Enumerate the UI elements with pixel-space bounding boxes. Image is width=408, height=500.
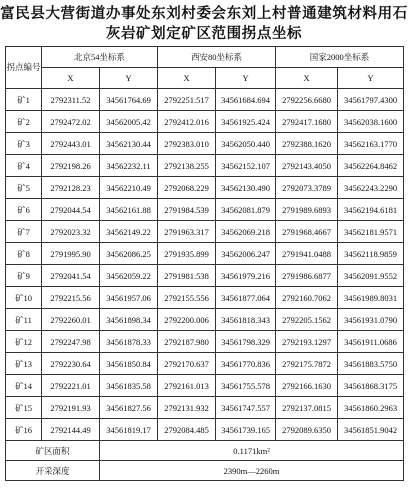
coord-cgcs2000-y: 34562118.9859 [338,243,404,265]
coord-bj54-x: 2792191.93 [42,397,100,419]
coord-cgcs2000-y: 34561851.9042 [338,419,404,441]
coord-cgcs2000-x: 2792073.3789 [276,177,338,199]
coord-xa80-y: 34562006.247 [216,243,276,265]
depth-value: 2390m—2260m [100,461,404,481]
coord-bj54-x: 2792221.01 [42,375,100,397]
coord-bj54-y: 34562161.88 [100,199,158,221]
coord-bj54-y: 34562059.22 [100,265,158,287]
coord-xa80-x: 2792187.980 [158,331,216,353]
title-line-1: 富民县大营街道办事处东刘村委会东刘上村普通建筑材料用石 [0,5,408,22]
coord-cgcs2000-x: 2792388.1620 [276,133,338,155]
coord-cgcs2000-x: 2792175.7872 [276,353,338,375]
coord-xa80-y: 34561747.557 [216,397,276,419]
coord-cgcs2000-y: 34562264.8462 [338,155,404,177]
coord-bj54-x: 2792311.52 [42,89,100,111]
header-y: Y [100,68,158,89]
point-id: 矿7 [6,221,42,243]
header-row-systems [6,47,404,68]
coord-bj54-y: 34561850.84 [100,353,158,375]
coord-xa80-y: 34562081.879 [216,199,276,221]
coord-xa80-y: 34561798.329 [216,331,276,353]
coord-cgcs2000-y: 34561989.8031 [338,287,404,309]
table-row [6,397,404,419]
coord-xa80-y: 34561770.836 [216,353,276,375]
coord-bj54-x: 2792472.02 [42,111,100,133]
coord-bj54-y: 34561878.33 [100,331,158,353]
table-row [6,287,404,309]
coord-cgcs2000-x: 2792205.1562 [276,309,338,331]
coord-xa80-y: 34561877.064 [216,287,276,309]
point-id: 矿16 [6,419,42,441]
table-row [6,89,404,111]
table-row [6,133,404,155]
coord-xa80-x: 2792068.229 [158,177,216,199]
coord-cgcs2000-y: 34561931.0790 [338,309,404,331]
table-row [6,265,404,287]
point-id: 矿6 [6,199,42,221]
point-id: 矿5 [6,177,42,199]
document-title [0,4,408,44]
coord-cgcs2000-y: 34561868.3175 [338,375,404,397]
coord-cgcs2000-y: 34561860.2963 [338,397,404,419]
table-row [6,155,404,177]
coord-bj54-y: 34562232.11 [100,155,158,177]
coord-bj54-y: 34562086.25 [100,243,158,265]
header-x: X [276,68,338,89]
table-row [6,243,404,265]
coord-cgcs2000-x: 2792143.4050 [276,155,338,177]
coord-cgcs2000-y: 34561911.0686 [338,331,404,353]
coord-xa80-y: 34561684.694 [216,89,276,111]
coord-cgcs2000-y: 34562243.2290 [338,177,404,199]
coord-xa80-y: 34561818.343 [216,309,276,331]
area-value: 0.1171km² [100,441,404,461]
coord-xa80-y: 34561979.216 [216,265,276,287]
coord-bj54-x: 2792443.01 [42,133,100,155]
coord-xa80-x: 2792251.517 [158,89,216,111]
point-id: 矿3 [6,133,42,155]
coord-cgcs2000-x: 2792160.7062 [276,287,338,309]
coord-xa80-y: 34562130.490 [216,177,276,199]
point-id: 矿4 [6,155,42,177]
coord-xa80-x: 2791981.538 [158,265,216,287]
coord-xa80-x: 2791963.317 [158,221,216,243]
coord-bj54-x: 2792215.56 [42,287,100,309]
point-id: 矿2 [6,111,42,133]
table-row [6,199,404,221]
coord-bj54-x: 2792041.54 [42,265,100,287]
coord-cgcs2000-y: 34562194.6181 [338,199,404,221]
coord-xa80-y: 34562069.218 [216,221,276,243]
coord-cgcs2000-x: 2791941.0488 [276,243,338,265]
table-row [6,309,404,331]
table-row [6,177,404,199]
coordinate-table [5,46,404,481]
coord-cgcs2000-y: 34561797.4300 [338,89,404,111]
coord-cgcs2000-y: 34562181.9571 [338,221,404,243]
table-row [6,375,404,397]
coord-xa80-y: 34561925.424 [216,111,276,133]
coord-xa80-x: 2792412.016 [158,111,216,133]
coord-xa80-x: 2791984.539 [158,199,216,221]
table-row [6,221,404,243]
header-y: Y [216,68,276,89]
coord-cgcs2000-x: 2792166.1630 [276,375,338,397]
point-id: 矿10 [6,287,42,309]
corner-header: 拐点编号 [6,47,42,89]
point-id: 矿15 [6,397,42,419]
coord-bj54-y: 34561898.34 [100,309,158,331]
header-beijing54: 北京54坐标系 [42,47,158,68]
title-line-2: 灰岩矿划定矿区范围拐点坐标 [105,25,303,42]
coord-bj54-y: 34561764.69 [100,89,158,111]
coord-xa80-x: 2792084.485 [158,419,216,441]
header-row-axes [6,68,404,89]
header-x: X [158,68,216,89]
coord-cgcs2000-y: 34562091.9552 [338,265,404,287]
table-row [6,331,404,353]
coord-bj54-y: 34562005.42 [100,111,158,133]
coord-cgcs2000-y: 34561883.5750 [338,353,404,375]
coord-bj54-x: 2791995.90 [42,243,100,265]
coord-bj54-x: 2792260.01 [42,309,100,331]
coord-cgcs2000-x: 2791968.4667 [276,221,338,243]
header-x: X [42,68,100,89]
coord-cgcs2000-x: 2792137.0815 [276,397,338,419]
coord-xa80-y: 34561755.578 [216,375,276,397]
area-row [6,441,404,461]
coord-bj54-y: 34561819.17 [100,419,158,441]
point-id: 矿13 [6,353,42,375]
coord-bj54-x: 2792023.32 [42,221,100,243]
coord-bj54-y: 34561827.56 [100,397,158,419]
coord-bj54-y: 34562149.22 [100,221,158,243]
coord-bj54-x: 2792247.98 [42,331,100,353]
table-row [6,419,404,441]
table-row [6,353,404,375]
point-id: 矿14 [6,375,42,397]
depth-row [6,461,404,481]
coord-xa80-x: 2791935.899 [158,243,216,265]
coord-xa80-y: 34562050.440 [216,133,276,155]
header-xian80: 西安80坐标系 [158,47,276,68]
coord-bj54-y: 34561957.06 [100,287,158,309]
coord-cgcs2000-x: 2792417.1680 [276,111,338,133]
coord-bj54-x: 2792128.23 [42,177,100,199]
coord-cgcs2000-x: 2792256.6680 [276,89,338,111]
coord-cgcs2000-y: 34562163.1770 [338,133,404,155]
coord-cgcs2000-x: 2791986.6877 [276,265,338,287]
coord-xa80-y: 34562152.107 [216,155,276,177]
depth-label: 开采深度 [6,461,100,481]
coord-bj54-x: 2792144.49 [42,419,100,441]
coord-bj54-x: 2792198.26 [42,155,100,177]
coord-xa80-x: 2792161.013 [158,375,216,397]
header-y: Y [338,68,404,89]
coord-cgcs2000-x: 2791989.6893 [276,199,338,221]
coord-cgcs2000-x: 2792193.1297 [276,331,338,353]
coord-xa80-y: 34561739.165 [216,419,276,441]
coord-xa80-x: 2792383.010 [158,133,216,155]
table-row [6,111,404,133]
coord-bj54-x: 2792230.64 [42,353,100,375]
coord-bj54-x: 2792044.54 [42,199,100,221]
coord-xa80-x: 2792155.556 [158,287,216,309]
coord-bj54-y: 34562210.49 [100,177,158,199]
point-id: 矿8 [6,243,42,265]
coord-xa80-x: 2792138.255 [158,155,216,177]
coord-bj54-y: 34561835.58 [100,375,158,397]
coord-xa80-x: 2792131.932 [158,397,216,419]
header-cgcs2000: 国家2000坐标系 [276,47,404,68]
area-label: 矿区面积 [6,441,100,461]
coord-xa80-x: 2792200.006 [158,309,216,331]
point-id: 矿9 [6,265,42,287]
coord-cgcs2000-x: 2792089.6350 [276,419,338,441]
point-id: 矿11 [6,309,42,331]
coord-bj54-y: 34562130.44 [100,133,158,155]
point-id: 矿1 [6,89,42,111]
coord-xa80-x: 2792170.637 [158,353,216,375]
point-id: 矿12 [6,331,42,353]
coord-cgcs2000-y: 34562038.1600 [338,111,404,133]
